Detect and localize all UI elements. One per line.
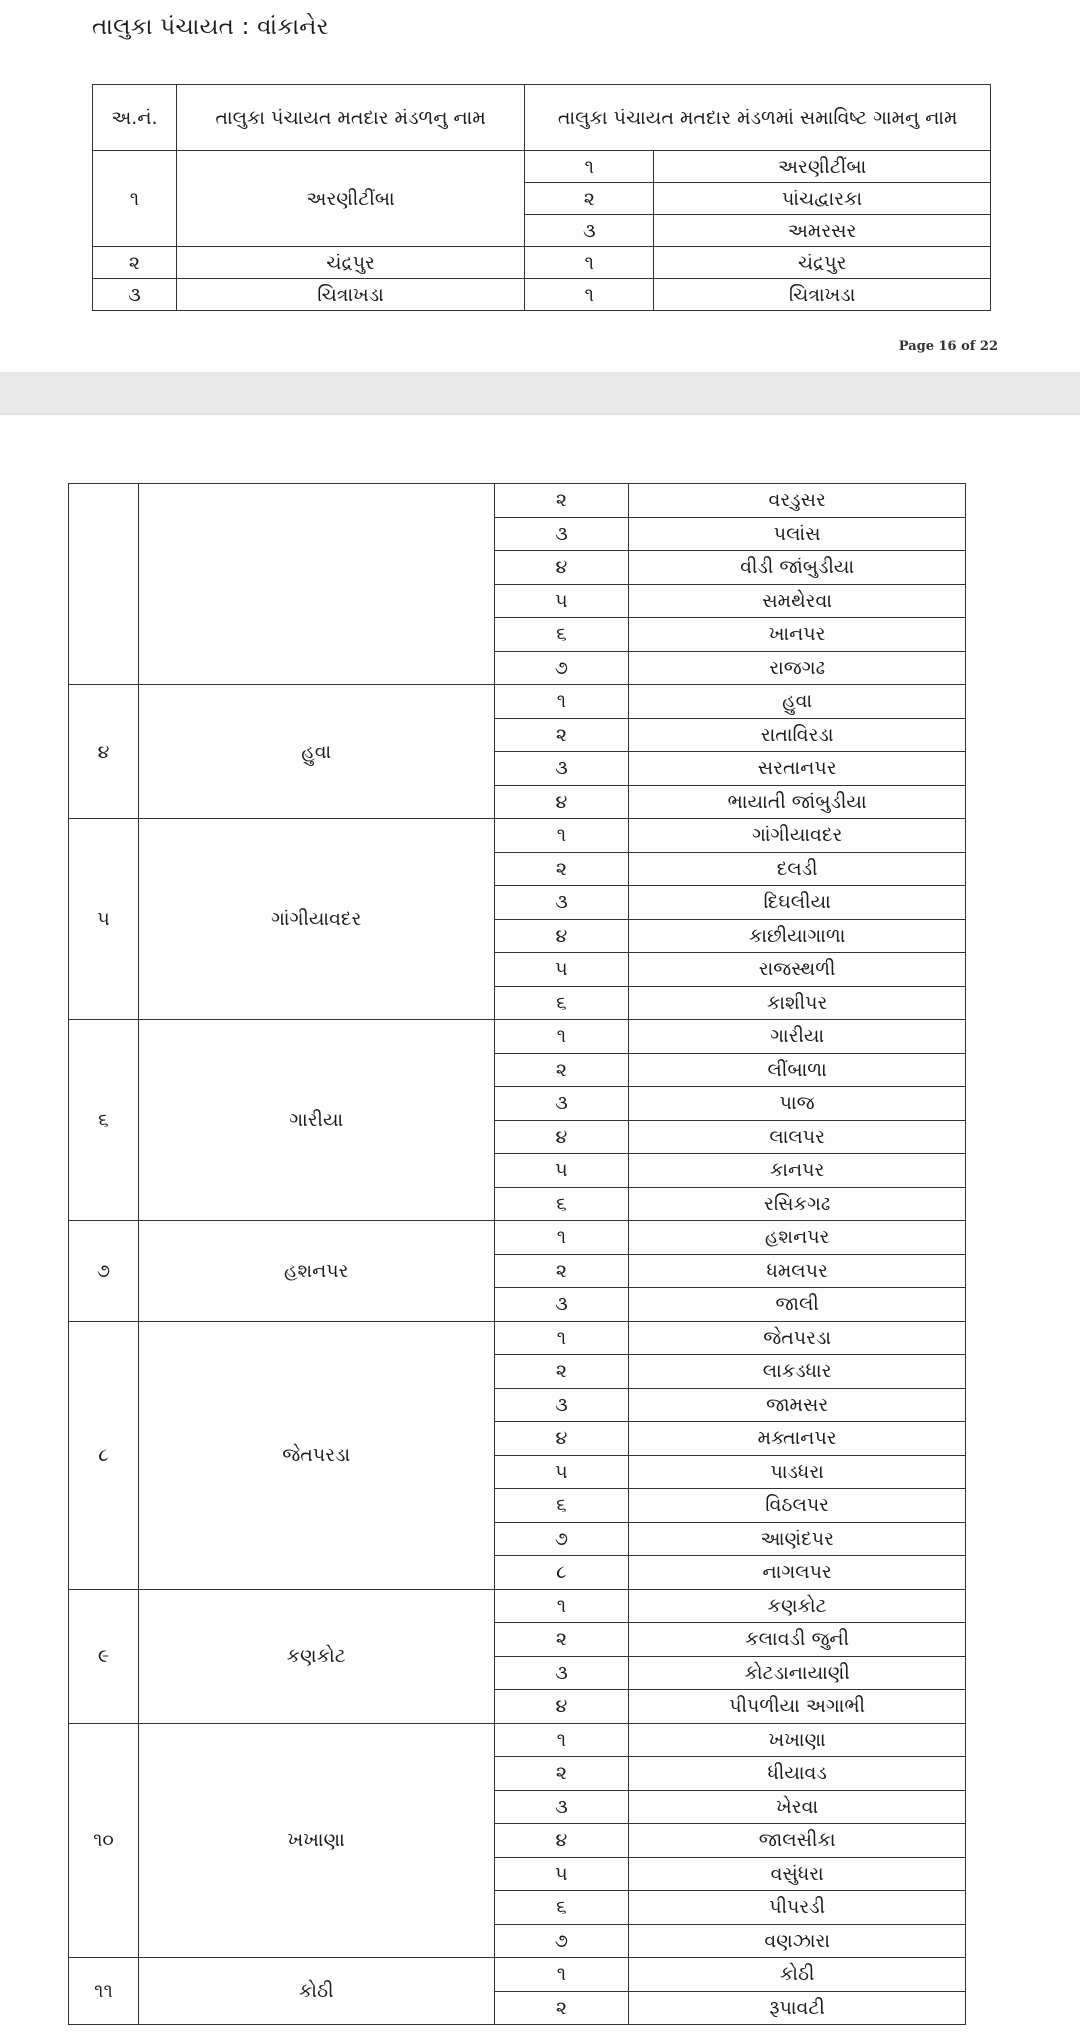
village-name: પાડધરા [629, 1455, 966, 1489]
page-separator [0, 372, 1080, 415]
village-name: ખેરવા [629, 1790, 966, 1824]
constituency-number: ૪ [69, 685, 139, 819]
village-number: ૨ [494, 1623, 629, 1657]
village-number: ૩ [494, 752, 629, 786]
village-number: ૫ [494, 584, 629, 618]
village-number: ૧ [494, 1321, 629, 1355]
village-name: વિઠલપર [629, 1489, 966, 1523]
village-name: લાલપર [629, 1120, 966, 1154]
village-number: ૧ [494, 1221, 629, 1255]
village-name: પીપળીયા અગાભી [629, 1690, 966, 1724]
village-name: રૂપાવટી [629, 1991, 966, 2025]
village-name: હશનપર [629, 1221, 966, 1255]
village-name: ખાનપર [629, 618, 966, 652]
constituency-table-page-17 [68, 483, 966, 2025]
constituency-number: ૨ [93, 247, 177, 279]
constituency-name: ચિત્રાખડા [176, 279, 525, 311]
village-number: ૧ [494, 1723, 629, 1757]
village-number: ૩ [525, 215, 654, 247]
village-number: ૫ [494, 1857, 629, 1891]
constituency-number: ૧૦ [69, 1723, 139, 1958]
village-name: આણંદપર [629, 1522, 966, 1556]
village-name: કાછીયાગાળા [629, 919, 966, 953]
village-number: ૫ [494, 1455, 629, 1489]
village-name: દિઘલીયા [629, 886, 966, 920]
village-row [69, 1589, 966, 1623]
village-number: ૪ [494, 1824, 629, 1858]
constituency-name: ગાંગીયાવદર [138, 819, 494, 1020]
village-name: ધમલપર [629, 1254, 966, 1288]
village-number: ૪ [494, 1120, 629, 1154]
village-name: કલાવડી જુની [629, 1623, 966, 1657]
village-name: વીડી જાંબુડીયા [629, 551, 966, 585]
village-number: ૩ [494, 1087, 629, 1121]
village-name: ચિત્રાખડા [654, 279, 991, 311]
village-number: ૩ [494, 1388, 629, 1422]
village-number: ૧ [525, 247, 654, 279]
constituency-name: ગારીયા [138, 1020, 494, 1221]
col-header-constituency: તાલુકા પંચાયત મતદાર મંડળનુ નામ [176, 85, 525, 151]
village-name: વસુંધરા [629, 1857, 966, 1891]
village-name: સરતાનપર [629, 752, 966, 786]
village-number: ૩ [494, 517, 629, 551]
village-number: ૨ [494, 1991, 629, 2025]
village-name: કાશીપર [629, 986, 966, 1020]
village-number: ૧ [494, 1958, 629, 1992]
constituency-number: ૬ [69, 1020, 139, 1221]
village-number: ૩ [494, 1288, 629, 1322]
village-name: જાલસીકા [629, 1824, 966, 1858]
village-name: લાકડધાર [629, 1355, 966, 1389]
col-header-villages: તાલુકા પંચાયત મતદાર મંડળમાં સમાવિષ્ટ ગામનુ નામ [525, 85, 991, 151]
village-number: ૩ [494, 1790, 629, 1824]
constituency-name: જેતપરડા [138, 1321, 494, 1589]
village-number: ૧ [525, 151, 654, 183]
village-name: રાતાવિરડા [629, 718, 966, 752]
village-name: પલાંસ [629, 517, 966, 551]
village-number: ૧ [525, 279, 654, 311]
document-page-17 [0, 415, 1080, 2039]
village-number: ૨ [494, 1355, 629, 1389]
village-row [69, 819, 966, 853]
village-name: કણકોટ [629, 1589, 966, 1623]
village-number: ૬ [494, 986, 629, 1020]
village-number: ૪ [494, 551, 629, 585]
village-number: ૬ [494, 1187, 629, 1221]
village-name: અરણીટીંબા [654, 151, 991, 183]
village-name: અમરસર [654, 215, 991, 247]
constituency-number: ૭ [69, 1221, 139, 1322]
village-name: કાનપર [629, 1154, 966, 1188]
village-number: ૬ [494, 1891, 629, 1925]
village-number: ૧ [494, 819, 629, 853]
village-name: રસિકગઢ [629, 1187, 966, 1221]
village-name: જામસર [629, 1388, 966, 1422]
village-number: ૨ [494, 1757, 629, 1791]
village-name: મક્તાનપર [629, 1422, 966, 1456]
constituency-number: ૧ [93, 151, 177, 247]
village-name: જેતપરડા [629, 1321, 966, 1355]
village-number: ૪ [494, 1690, 629, 1724]
village-number: ૪ [494, 785, 629, 819]
constituency-number: ૯ [69, 1589, 139, 1723]
village-name: પાંચદ્વારકા [654, 183, 991, 215]
village-number: ૪ [494, 1422, 629, 1456]
village-number: ૩ [494, 1656, 629, 1690]
village-name: પાજ [629, 1087, 966, 1121]
village-name: દલડી [629, 852, 966, 886]
village-number: ૭ [494, 1522, 629, 1556]
village-name: લીંબાળા [629, 1053, 966, 1087]
village-row [69, 1321, 966, 1355]
table-header-row [93, 85, 991, 151]
village-name: વરડુસર [629, 484, 966, 518]
village-number: ૮ [494, 1556, 629, 1590]
page-number: Page 16 of 22 [898, 339, 998, 354]
village-number: ૧ [494, 1020, 629, 1054]
constituency-name: કણકોટ [138, 1589, 494, 1723]
village-name: જાલી [629, 1288, 966, 1322]
constituency-number [69, 484, 139, 685]
constituency-name: અરણીટીંબા [176, 151, 525, 247]
constituency-name [138, 484, 494, 685]
village-name: પીપરડી [629, 1891, 966, 1925]
village-number: ૬ [494, 1489, 629, 1523]
village-number: ૨ [494, 718, 629, 752]
village-number: ૨ [494, 1254, 629, 1288]
document-page-16 [0, 0, 1080, 372]
village-number: ૧ [494, 685, 629, 719]
col-header-sr: અ.નં. [93, 85, 177, 151]
constituency-table-page-16 [92, 84, 991, 311]
village-row [69, 685, 966, 719]
village-name: સમથેરવા [629, 584, 966, 618]
village-number: ૬ [494, 618, 629, 652]
village-number: ૧ [494, 1589, 629, 1623]
village-name: રાજગઢ [629, 651, 966, 685]
village-row [69, 1723, 966, 1757]
village-number: ૫ [494, 953, 629, 987]
village-name: ચંદ્રપુર [654, 247, 991, 279]
constituency-number: ૮ [69, 1321, 139, 1589]
constituency-number: ૫ [69, 819, 139, 1020]
village-row [93, 247, 991, 279]
village-row [69, 484, 966, 518]
village-name: નાગલપર [629, 1556, 966, 1590]
village-name: રાજસ્થળી [629, 953, 966, 987]
village-number: ૭ [494, 651, 629, 685]
village-name: હુવા [629, 685, 966, 719]
constituency-name: હુવા [138, 685, 494, 819]
constituency-number: ૧૧ [69, 1958, 139, 2025]
village-row [93, 279, 991, 311]
village-name: ગાંગીયાવદર [629, 819, 966, 853]
village-name: કોટડાનાયાણી [629, 1656, 966, 1690]
village-name: વણઝારા [629, 1924, 966, 1958]
village-row [69, 1221, 966, 1255]
village-number: ૨ [494, 1053, 629, 1087]
village-name: ગારીયા [629, 1020, 966, 1054]
village-number: ૨ [525, 183, 654, 215]
village-name: ભાયાતી જાંબુડીયા [629, 785, 966, 819]
village-row [93, 151, 991, 183]
village-number: ૨ [494, 852, 629, 886]
constituency-name: હશનપર [138, 1221, 494, 1322]
village-name: ધીયાવડ [629, 1757, 966, 1791]
village-row [69, 1958, 966, 1992]
village-name: ખખાણા [629, 1723, 966, 1757]
constituency-name: ખખાણા [138, 1723, 494, 1958]
constituency-name: કોઠી [138, 1958, 494, 2025]
village-number: ૩ [494, 886, 629, 920]
village-number: ૪ [494, 919, 629, 953]
page-header: તાલુકા પંચાયત : વાંકાનેર [92, 14, 329, 40]
constituency-number: ૩ [93, 279, 177, 311]
village-number: ૭ [494, 1924, 629, 1958]
village-row [69, 1020, 966, 1054]
village-name: કોઠી [629, 1958, 966, 1992]
village-number: ૫ [494, 1154, 629, 1188]
village-number: ૨ [494, 484, 629, 518]
constituency-name: ચંદ્રપુર [176, 247, 525, 279]
